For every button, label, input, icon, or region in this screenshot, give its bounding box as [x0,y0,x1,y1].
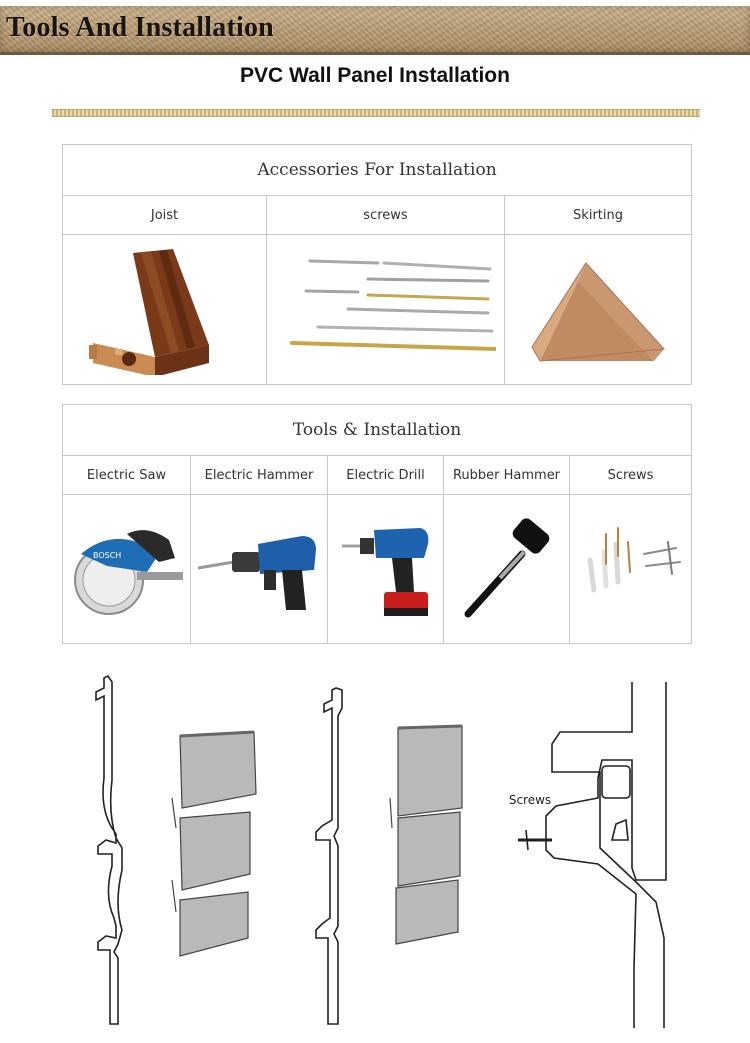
accessories-table [62,144,692,385]
electric-hammer-cell [191,495,328,644]
electric-drill-cell [328,495,444,644]
screws-image [276,245,496,375]
panel-assembly-middle [390,726,462,944]
electric-saw-cell [63,495,191,644]
decorative-divider [52,109,700,117]
rubber-hammer-cell [444,495,570,644]
skirting-image [518,245,678,375]
electric-drill-image [336,514,436,624]
cross-section-detail [518,682,666,1028]
tools-table [62,404,692,644]
rubber-hammer-label: Rubber Hammer [444,456,570,495]
screws-anchors-image [576,514,686,624]
accessories-caption: Accessories For Installation [63,145,692,196]
joist-cell [63,235,267,385]
screws-cell [267,235,505,385]
screws-label: screws [267,196,505,235]
panel-profile-middle [316,688,342,1024]
screws-callout: Screws [508,793,552,807]
screws-anchors-cell [570,495,692,644]
page-title: PVC Wall Panel Installation [240,64,510,87]
installation-diagrams [0,668,750,1038]
electric-drill-label: Electric Drill [328,456,444,495]
rubber-hammer-image [452,514,562,624]
electric-saw-image [67,514,187,624]
joist-image [75,245,255,375]
tools-caption: Tools & Installation [63,405,692,456]
panel-profile-left [96,676,122,1024]
skirting-label: Skirting [505,196,692,235]
skirting-cell [505,235,692,385]
panel-assembly-left [172,732,256,956]
section-banner [0,6,750,55]
electric-hammer-label: Electric Hammer [191,456,328,495]
svg-text:BOSCH: BOSCH [92,551,121,560]
joist-label: Joist [63,196,267,235]
electric-saw-label: Electric Saw [63,456,191,495]
electric-hammer-image [194,514,324,624]
banner-title: Tools And Installation [6,12,274,43]
screws-tool-label: Screws [570,456,692,495]
